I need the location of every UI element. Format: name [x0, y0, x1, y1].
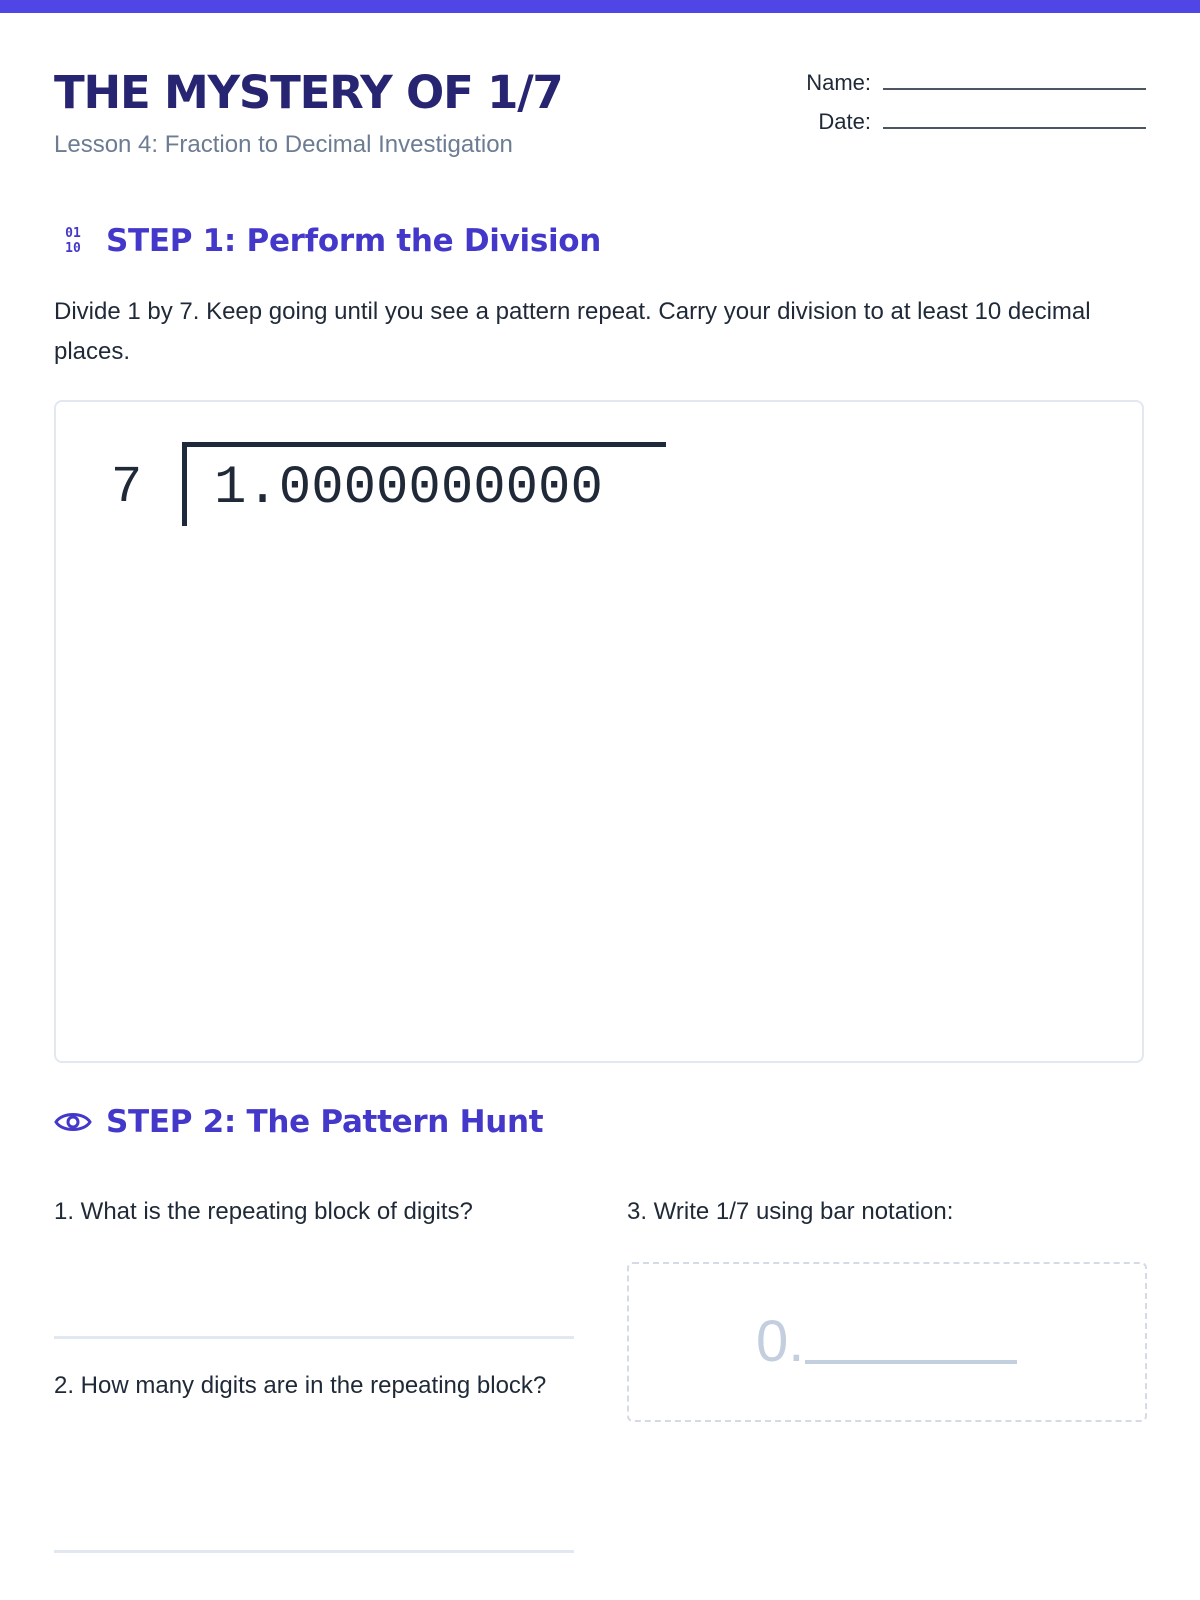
binary-icon — [54, 222, 92, 260]
step2-title: STEP 2: The Pattern Hunt — [106, 1104, 544, 1140]
question-2: 2. How many digits are in the repeating block? — [54, 1372, 547, 1399]
name-input-line[interactable] — [883, 87, 1146, 90]
page-title: THE MYSTERY OF 1/7 — [54, 66, 563, 119]
bar-notation-answer-box[interactable] — [627, 1262, 1147, 1422]
date-label: Date: — [818, 109, 871, 134]
name-label: Name: — [806, 70, 871, 95]
bar-notation-blank[interactable] — [805, 1360, 1017, 1364]
divisor: 7 — [111, 458, 143, 517]
answer-line-2[interactable] — [54, 1550, 574, 1553]
top-accent-bar — [0, 0, 1200, 13]
date-input-line[interactable] — [883, 126, 1146, 129]
date-field[interactable] — [726, 109, 1146, 135]
binary-icon-bottom: 10 — [65, 241, 81, 256]
page-subtitle: Lesson 4: Fraction to Decimal Investigation — [54, 131, 513, 158]
question-3: 3. Write 1/7 using bar notation: — [627, 1198, 954, 1225]
binary-icon-top: 01 — [65, 226, 81, 241]
question-1: 1. What is the repeating block of digits? — [54, 1198, 473, 1225]
step2-header — [54, 1103, 543, 1141]
step1-header — [54, 222, 601, 260]
answer-line-1[interactable] — [54, 1336, 574, 1339]
step1-title: STEP 1: Perform the Division — [106, 223, 602, 259]
bar-notation-prefix: 0. — [756, 1309, 805, 1374]
name-field[interactable] — [726, 70, 1146, 96]
eye-icon — [54, 1103, 92, 1141]
dividend: 1.0000000000 — [214, 458, 603, 519]
division-work-area[interactable] — [54, 400, 1144, 1063]
step1-instructions: Divide 1 by 7. Keep going until you see a pattern repeat. Carry your division to at least 10 decimal places. — [54, 298, 1091, 365]
